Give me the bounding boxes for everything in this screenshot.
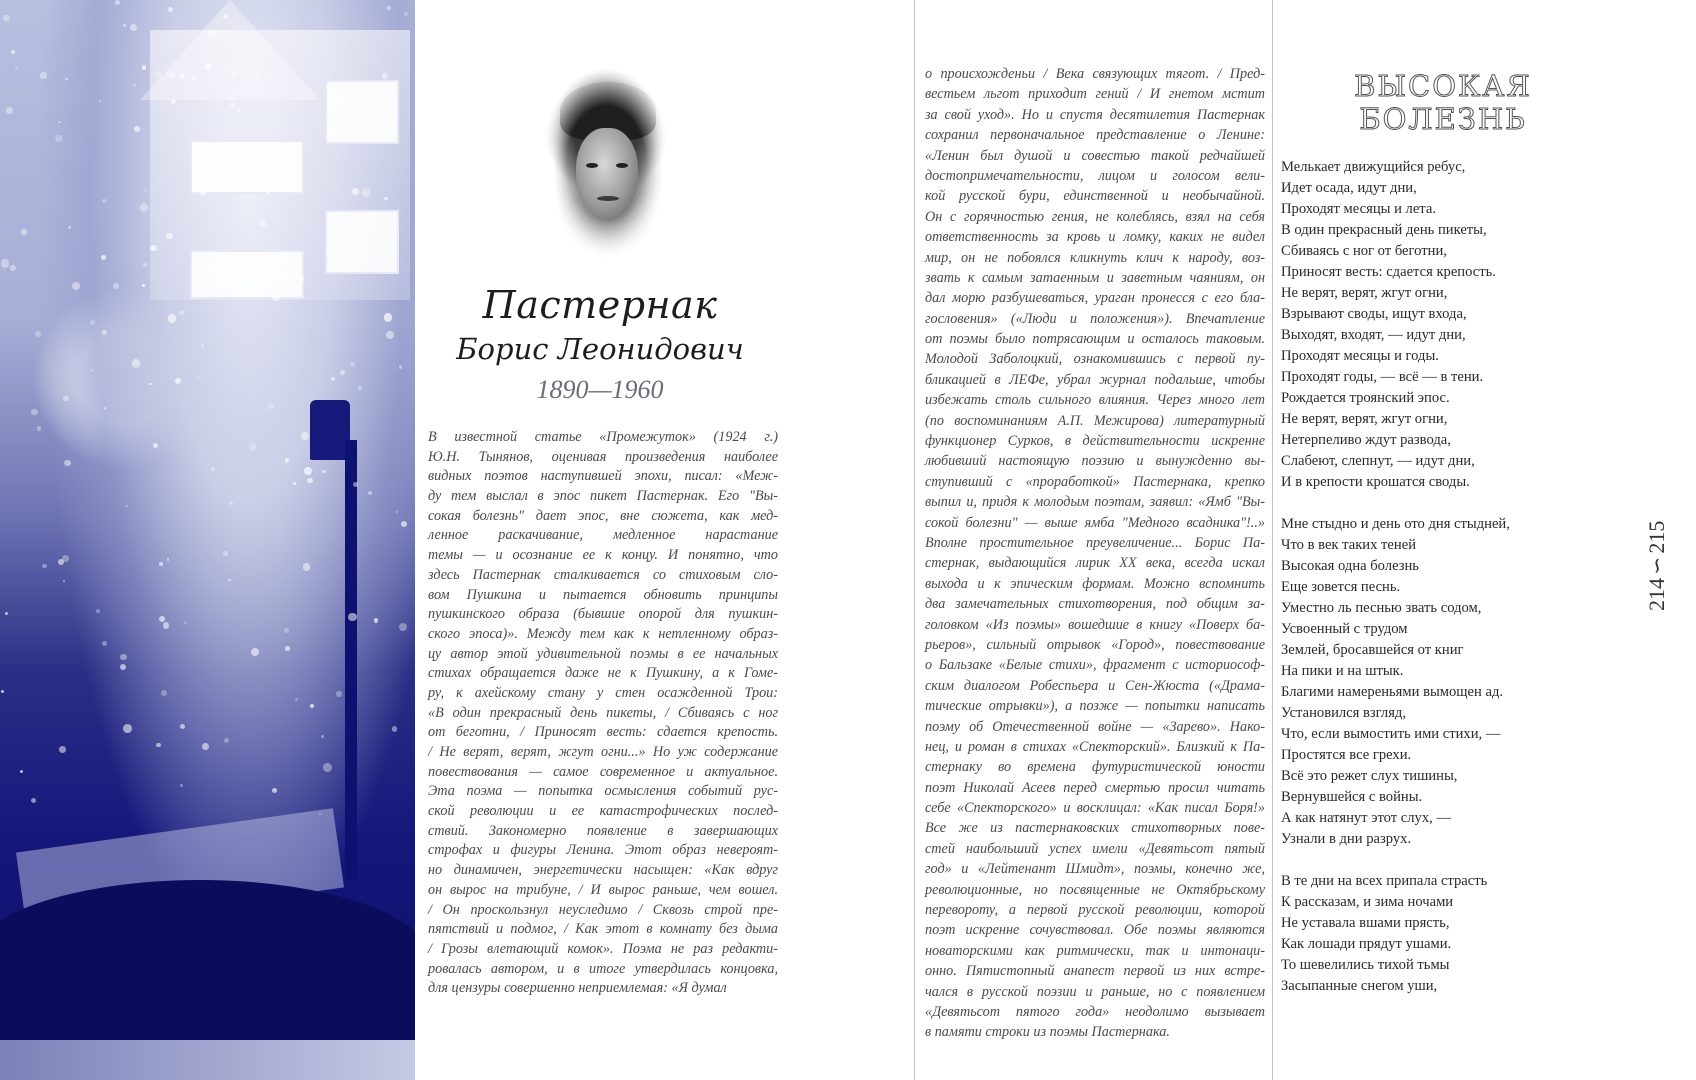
text-line: ступивший с «проработкой» Пастернака, крепко	[925, 473, 1265, 490]
snowflake	[150, 245, 156, 251]
article-column-1	[428, 428, 778, 999]
snowflake	[35, 331, 41, 337]
snowflake	[399, 623, 407, 631]
text-line: ствий. Закономерно появление в завершающих	[428, 822, 778, 839]
text-line: от поэмы было потрясающим и осталось таковым.	[925, 331, 1265, 348]
column-divider	[914, 0, 915, 1080]
snowflake	[207, 64, 211, 68]
text-line: / Грозы влетающий комок». Поэма не раз редакти-	[428, 940, 778, 957]
text-line: ским диалогом Робеспьера и Сен-Жюста («Драма-	[925, 677, 1265, 694]
snowflake	[68, 226, 71, 229]
poem-title-line: БОЛЕЗНЬ	[1359, 102, 1527, 136]
text-line: «Ленин был душой и совестью такой редчайшей	[925, 147, 1265, 164]
snowflake	[40, 72, 46, 78]
text-line: строфах и фигуры Ленина. Этот образ невероят-	[428, 842, 778, 859]
poem-line: Нетерпеливо ждут развода,	[1281, 432, 1451, 448]
page-number-left: 214	[1644, 578, 1669, 611]
text-line: о происхожденьи / Века связующих тягот. / Пред-	[925, 66, 1265, 82]
snowflake	[214, 258, 217, 261]
snowflake	[159, 562, 163, 566]
text-line: Эта поэма — попытка осмысления событий рус-	[428, 783, 778, 800]
snowflake	[10, 265, 16, 271]
text-line: от беготни, / Приносят весть: сдается крепость.	[428, 724, 778, 741]
snowflake	[307, 478, 313, 484]
snowflake	[90, 320, 95, 325]
text-line: «Девятьсот пятого года» неодолимо вызывает	[925, 1003, 1265, 1020]
snowflake	[6, 107, 13, 114]
poem-line: И в крепости крошатся своды.	[1281, 474, 1470, 490]
poem-line: Мелькает движущийся ребус,	[1281, 159, 1466, 175]
snowflake	[184, 621, 187, 624]
author-dates: 1890—1960	[536, 375, 664, 404]
snowflake	[295, 698, 298, 701]
snowflake	[404, 12, 408, 16]
snowflake	[268, 403, 274, 409]
snowflake	[266, 191, 269, 194]
text-line: два замечательных стихотворения, под общим за-	[925, 596, 1265, 613]
text-line: новаторскими как ритмически, так и интонаци-	[925, 942, 1265, 959]
snowflake	[15, 67, 18, 70]
snowflake	[228, 579, 230, 581]
text-line: ответственность за кровь и ломку, каких не видел	[925, 229, 1265, 246]
text-line: год» и «Лейтенант Шмидт», поэмы, конечно же,	[925, 861, 1265, 878]
text-line: (по воспоминаниям А.П. Межирова) литературный	[925, 412, 1265, 429]
poem-line: Вернувшейся с войны.	[1281, 789, 1423, 805]
text-line: темы — и осознание ее к концу. И понятно, что	[428, 547, 778, 564]
article-column-2	[925, 64, 1265, 1043]
snowflake	[331, 377, 335, 381]
snowflake	[3, 15, 10, 22]
snowflake	[144, 189, 146, 191]
snowflake	[115, 0, 120, 5]
snowflake	[104, 407, 106, 409]
text-line: сокая болезнь" дает эпос, вне сюжета, как мед-	[428, 507, 778, 524]
snowflake	[96, 609, 100, 613]
snowflake	[211, 467, 215, 471]
text-line: выпил и, придя к молодым поэтам, заявил: «Ямб "Вы-	[925, 494, 1265, 511]
text-line: выхода и к эпическим формам. Можно вспомнить	[925, 575, 1265, 592]
snowflake	[387, 6, 391, 10]
page-number	[1642, 521, 1672, 611]
snowflake	[301, 432, 309, 440]
author-given-names: Борис Леонидович	[456, 332, 744, 366]
snowflake	[123, 724, 132, 733]
snowflake	[352, 188, 359, 195]
snowflake	[91, 369, 94, 372]
author-portrait	[540, 68, 672, 258]
text-line: / Он проскользнул неуследимо / Сквозь строй пре-	[428, 901, 778, 918]
text-line: поэму об Отечественной войне — «Зарево». Нако-	[925, 718, 1265, 735]
snowflake	[134, 126, 140, 132]
snowflake	[180, 784, 183, 787]
poem-line: Уместно ль песнью звать содом,	[1281, 600, 1482, 616]
poem-line: Узнали в дни разрух.	[1281, 831, 1412, 847]
snowy-house-illustration	[0, 0, 415, 1080]
text-line: «В один прекрасный день пикеты, / Сбиваясь с ног	[428, 704, 778, 721]
snowflake	[1, 690, 4, 693]
poem-line: Землей, бросавшейся от книг	[1281, 642, 1464, 658]
snowflake	[303, 563, 311, 571]
text-line: ского эпоса)». Между тем как к нетленному образ-	[428, 625, 778, 642]
text-line: Молодой Заболоцкий, ознакомившись с первой пу-	[925, 351, 1265, 368]
poem-line: Сбиваясь с ног от беготни,	[1281, 243, 1447, 259]
snowflake	[285, 458, 289, 462]
snowflake	[156, 71, 162, 77]
snowflake	[358, 386, 362, 390]
house-window	[325, 80, 399, 144]
text-line: Все же из пастернаковских стихотворных пове-	[925, 820, 1265, 837]
text-line: перевороту, а первой русской революции, которой	[925, 902, 1265, 919]
snowflake	[224, 738, 229, 743]
text-line: / Не верят, верят, жгут огни...» Но уж содержание	[428, 744, 778, 760]
poem-line: Мне стыдно и день ото дня стыдней,	[1281, 516, 1510, 532]
poem-title-line: ВЫСОКАЯ	[1354, 69, 1532, 103]
poem-line: В те дни на всех припала страсть	[1281, 873, 1488, 889]
text-line: Ю.Н. Тынянов, оценивая произведения наиболее	[428, 448, 778, 465]
snowflake	[21, 229, 26, 234]
poem-line: Проходят месяцы и лета.	[1281, 201, 1436, 217]
poem-line: Что в век таких теней	[1281, 537, 1417, 553]
text-line: вом Пушкина и пытается обновить принципы	[428, 586, 778, 603]
text-line: ру, к ахейскому стану у стен осажденной Трои:	[428, 684, 778, 701]
snowflake	[153, 443, 158, 448]
poem-line: Что, если вымостить ими стихи, —	[1281, 726, 1501, 742]
snowflake	[120, 664, 126, 670]
poem-line: Идет осада, идут дни,	[1281, 180, 1417, 196]
snowflake	[113, 283, 119, 289]
snowflake	[59, 746, 65, 752]
poem-line: Проходят годы, — всё — в тени.	[1281, 369, 1484, 385]
text-line: Вполне простительное преувеличение... Борис Па-	[925, 534, 1265, 551]
text-line: дал морю разбушеваться, ураган пронесся с его бла-	[925, 290, 1265, 307]
text-line: стей наибольший успех имели «Девятьсот пятый	[925, 840, 1265, 857]
snowflake	[63, 580, 65, 582]
snowflake	[161, 690, 167, 696]
snowflake	[168, 314, 176, 322]
text-line: мир, он не побоялся кликнуть клич к народу, воз-	[925, 249, 1265, 266]
text-line: звать к самым затаенным и заветным чаяниям, он	[925, 269, 1265, 286]
text-line: функционер Сурков, в действительности искренне	[925, 433, 1265, 450]
open-book	[0, 880, 415, 1040]
snowflake	[1, 259, 10, 268]
snowflake	[99, 100, 101, 102]
poem-line: Проходят месяцы и годы.	[1281, 348, 1439, 364]
snowflake	[201, 344, 204, 347]
text-line: пятствий и подмог, / Как этот в комнату без дыма	[428, 921, 778, 938]
snowflake	[229, 501, 233, 505]
text-line: онно. Пятистопный анапест первой из них встре-	[925, 963, 1265, 980]
snowflake	[223, 14, 228, 19]
snowflake	[5, 612, 8, 615]
poem-line: Усвоенный с трудом	[1281, 621, 1408, 637]
poem-line: Как лошади прядут ушами.	[1281, 936, 1452, 952]
portrait-mouth	[597, 196, 619, 201]
snowflake	[143, 263, 147, 267]
poem-title	[1338, 70, 1548, 136]
snowflake	[399, 365, 402, 368]
snowflake	[42, 564, 46, 568]
snowflake	[133, 84, 136, 87]
text-line: тические отрывки»), а позже — попытки написать	[925, 698, 1265, 715]
snowflake	[259, 220, 266, 227]
snowflake	[293, 482, 296, 485]
snowflake	[336, 691, 342, 697]
snowflake	[58, 559, 64, 565]
snowflake	[230, 102, 236, 108]
snowflake	[20, 770, 23, 773]
text-line: стихах обращается даже не к Пушкину, а к Гоме-	[428, 665, 778, 682]
text-line: ской революции и ее катастрофических послед-	[428, 803, 778, 820]
snowflake	[142, 284, 144, 286]
snowflake	[249, 443, 257, 451]
text-line: любивший настоящую поэзию и вынужденно вы-	[925, 453, 1265, 470]
page-separator-ornament-icon: ∽	[1645, 556, 1670, 575]
text-line: сохранил первоначальное представление о Ленине:	[925, 127, 1265, 144]
snowflake	[125, 505, 127, 507]
poem-line: Простятся все грехи.	[1281, 747, 1412, 763]
snowflake	[55, 135, 63, 143]
snowflake	[175, 378, 181, 384]
snowflake	[284, 628, 289, 633]
poem-line: Приносят весть: сдается крепость.	[1281, 264, 1496, 280]
poem-line: К рассказам, и зима ночами	[1281, 894, 1454, 910]
text-line: рьеров», сильный отрывок «Город», повествование	[925, 636, 1265, 653]
snowflake	[272, 788, 277, 793]
poem-line: Еще зовется песнь.	[1281, 579, 1401, 595]
portrait-face	[576, 128, 638, 218]
text-line: достопримечательности, лицом и голосом вели-	[925, 167, 1265, 184]
poem-body	[1281, 157, 1541, 997]
snowflake	[72, 282, 80, 290]
stanza-gap	[1281, 850, 1541, 871]
snowflake	[31, 798, 36, 803]
poem-line: Высокая одна болезнь	[1281, 558, 1419, 574]
text-line: себе «Спекторского» и восклицал: «Как писал Боря!»	[925, 800, 1265, 817]
text-line: он вырос на трибуне, / И вырос раньше, чем вошел.	[428, 881, 778, 898]
snowflake	[149, 383, 151, 385]
text-line: ровалась автором, и в итоге утвердилась концовка,	[428, 960, 778, 977]
text-line: бликацией в ЛЕФе, убрал журнал подальше, чтобы	[925, 371, 1265, 388]
text-line: за свой уход». Но и спустя десятилетия Пастернак	[925, 106, 1265, 123]
text-line: вестьем льгот приходит гений / И гнетом мстит	[925, 86, 1265, 103]
snowflake	[362, 188, 371, 197]
snowflake	[180, 724, 186, 730]
snowflake	[350, 362, 355, 367]
text-line: видных поэтов наступившей эпохи, писал: «Меж-	[428, 468, 778, 485]
text-line: здесь Пастернак сталкивается со стиховым сло-	[428, 566, 778, 583]
text-line: головком «Из поэмы» вошедшие в книгу «Поверх ба-	[925, 616, 1265, 633]
poem-line: Установился взгляд,	[1281, 705, 1406, 721]
poem-line: Рождается троянский эпос.	[1281, 390, 1450, 406]
poem-line: Слабеют, слепнут, — идут дни,	[1281, 453, 1475, 469]
snowflake	[101, 255, 106, 260]
snowflake	[251, 648, 259, 656]
snowflake	[142, 65, 146, 69]
snowflake	[37, 426, 42, 431]
text-line: В известной статье «Промежуток» (1924 г.)	[428, 429, 778, 445]
snowflake	[223, 551, 228, 556]
snowflake	[102, 641, 107, 646]
text-line: цу автор этой удивительной поэмы в ее начальных	[428, 645, 778, 662]
snowflake	[386, 331, 394, 339]
column-divider	[1272, 0, 1273, 1080]
snowflake	[167, 558, 169, 560]
poem-line: В один прекрасный день пикеты,	[1281, 222, 1487, 238]
house-window	[325, 210, 399, 274]
snowflake	[58, 121, 61, 124]
snowflake	[65, 78, 67, 80]
snowflake	[123, 24, 126, 27]
text-line: стернак, выдающийся лирик XX века, всегда искал	[925, 555, 1265, 572]
text-line: ду тем выслал в эпос пикет Пастернак. Его "Вы-	[428, 488, 778, 505]
text-line: гословения» («Люди и положения»). Впечатление	[925, 310, 1265, 327]
snowflake	[374, 618, 379, 623]
snowflake	[384, 313, 392, 321]
snowflake	[102, 330, 107, 335]
snowflake	[130, 24, 137, 31]
lamp-post	[345, 440, 357, 880]
portrait-eye	[616, 163, 628, 168]
snowflake	[310, 704, 314, 708]
poem-line: Взрывают своды, ищут входа,	[1281, 306, 1467, 322]
poem-line: А как натянут этот слух, —	[1281, 810, 1452, 826]
text-line: Он с горячностью гения, не колеблясь, взял на себя	[925, 208, 1265, 225]
snowflake	[392, 726, 397, 731]
house	[150, 30, 410, 300]
text-line: повествования — самое современное и актуальное.	[428, 763, 778, 780]
poem-line: Выходят, входят, — идут дни,	[1281, 327, 1466, 343]
page-number-right: 215	[1644, 520, 1669, 554]
text-line: поэт искренне сочувствовал. Обе поэмы являются	[925, 922, 1265, 939]
text-line: ленное раскачивание, медленное нарастание	[428, 527, 778, 544]
snowflake	[353, 482, 358, 487]
snowflake	[63, 396, 68, 401]
snowflake	[64, 460, 71, 467]
snowflake	[31, 409, 38, 416]
text-line: стернаку во времена футуристической юности	[925, 759, 1265, 776]
snowflake	[208, 29, 217, 38]
text-line: избежать столь сильного влияния. Через много лет	[925, 392, 1265, 409]
snowflake	[192, 76, 196, 80]
poem-line: Засыпанные снегом уши,	[1281, 978, 1438, 994]
text-line: пушкинского образа (бывшие опорой для пушкин-	[428, 606, 778, 623]
snowflake	[166, 233, 172, 239]
snowflake	[321, 735, 324, 738]
snowflake	[322, 470, 325, 473]
snowflake	[197, 376, 199, 378]
poem-line: То шевелились тихой тьмы	[1281, 957, 1450, 973]
snowflake	[396, 511, 398, 513]
snowflake	[179, 310, 184, 315]
snowflake	[140, 203, 148, 211]
poem-line: Не уставала вшами прясть,	[1281, 915, 1450, 931]
snowflake	[285, 646, 290, 651]
snowflake	[281, 165, 288, 172]
snowflake	[159, 616, 166, 623]
stanza-gap	[1281, 493, 1541, 514]
text-line: сокой болезни" — выше ямба "Медного всадника"!..»	[925, 514, 1265, 531]
poem-line: Не верят, верят, жгут огни,	[1281, 285, 1448, 301]
poem-line: Не верят, верят, жгут огни,	[1281, 411, 1448, 427]
photo-bottom-light	[0, 1040, 415, 1080]
text-line: кой русской бури, единственной и необычайной.	[925, 188, 1265, 205]
text-line: нец, и роман в стихах «Спекторский». Близкий к Па-	[925, 738, 1265, 755]
text-line: для цензуры совершенно неприемлемая: «Я думал	[428, 980, 727, 997]
snowflake	[401, 521, 407, 527]
snowflake	[202, 743, 209, 750]
poem-line: Всё это режет слух тишины,	[1281, 768, 1458, 784]
snowflake	[163, 622, 169, 628]
snowflake	[132, 359, 141, 368]
poem-line: Благими намереньями вымощен ад.	[1281, 684, 1504, 700]
snowflake	[340, 370, 345, 375]
poem-line: На пики и на штык.	[1281, 663, 1404, 679]
snowflake	[368, 491, 372, 495]
snowflake	[156, 743, 160, 747]
snowflake	[102, 199, 107, 204]
portrait-eye	[586, 163, 598, 168]
street-lamp	[310, 400, 350, 460]
snowflake	[323, 763, 332, 772]
snowflake	[304, 467, 312, 475]
snowflake	[167, 71, 175, 79]
text-line: революционные, но посвященные не Октябрьскому	[925, 881, 1265, 898]
snowflake	[120, 654, 127, 661]
text-line: в памяти строки из поэмы Пастернака.	[925, 1024, 1170, 1041]
text-line: но динамичен, энергетически насыщен: «Как вдруг	[428, 862, 778, 879]
text-line: о Бальзаке «Белые стихи», фрагмент с историософ-	[925, 657, 1265, 674]
snowflake	[382, 73, 388, 79]
text-line: чался в русской поэзии и раньше, но с появлением	[925, 983, 1265, 1000]
text-line: поэт Николай Асеев перед смертью просил читать	[925, 779, 1265, 796]
snowflake	[11, 50, 15, 54]
author-surname: Пастернак	[482, 283, 718, 327]
snowflake	[227, 95, 232, 100]
